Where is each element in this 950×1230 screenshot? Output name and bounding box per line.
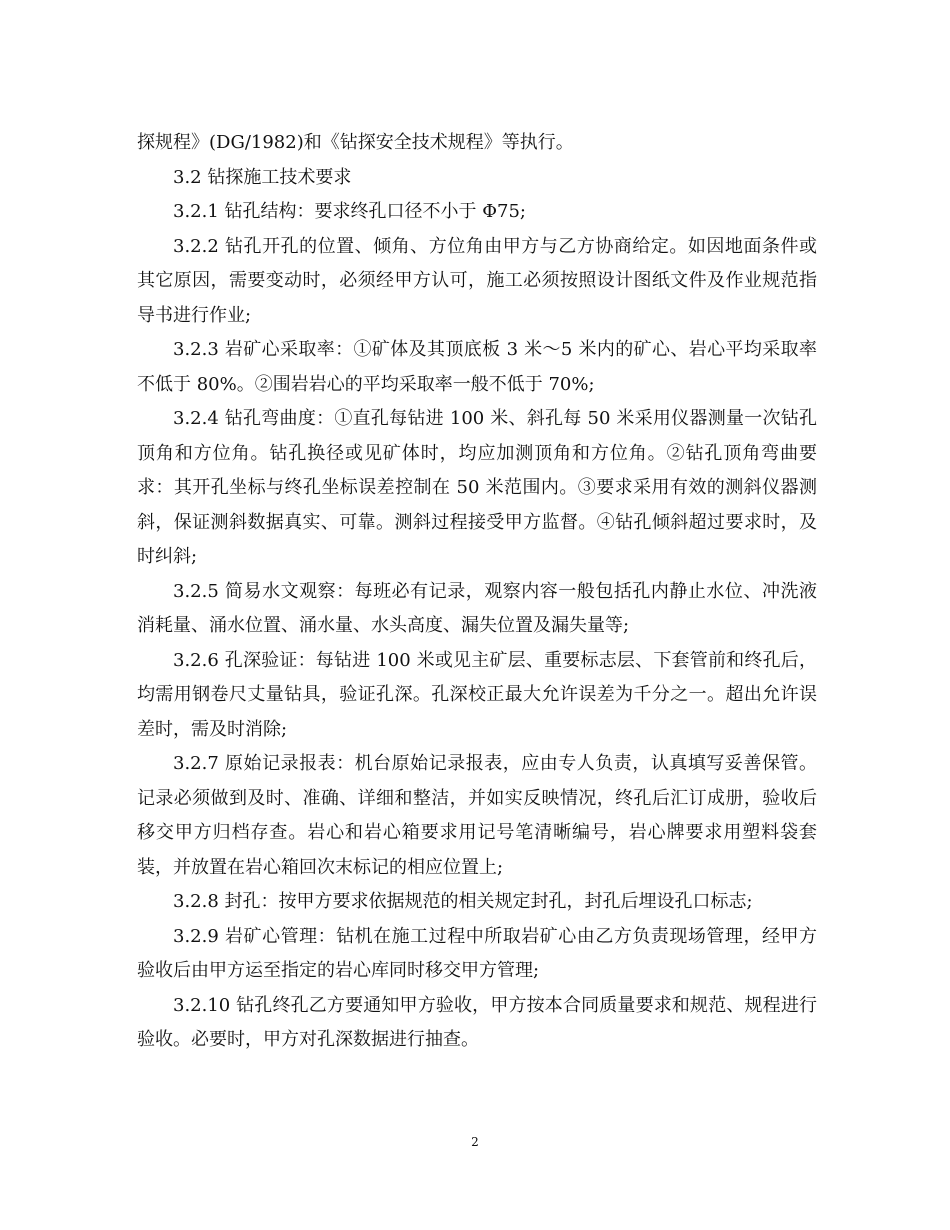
section-heading-3-2: 3.2 钻探施工技术要求 [173, 166, 352, 188]
paragraph-3-2-6: 3.2.6 孔深验证：每钻进 100 米或见主矿层、重要标志层、下套管前和终孔后，均需用钢卷尺丈量钻具，验证孔深。孔深校正最大允许误差为千分之一。超出允许误差时，需及时消除; [137, 649, 817, 740]
paragraph-3-2-7: 3.2.7 原始记录报表：机台原始记录报表，应由专人负责，认真填写妥善保管。记录必须做到及时、准确、详细和整洁，并如实反映情况，终孔后汇订成册，验收后移交甲方归档存查。岩心和岩心箱要求用记号笔清晰编号，岩心牌要求用塑料袋套装，并放置在岩心箱回次末标记的相应位置上; [137, 753, 817, 878]
paragraph-3-2-10: 3.2.10 钻孔终孔乙方要通知甲方验收，甲方按本合同质量要求和规范、规程进行验收。必要时，甲方对孔深数据进行抽查。 [137, 994, 817, 1050]
paragraph-continuation: 探规程》(DG/1982)和《钻探安全技术规程》等执行。 [137, 132, 574, 153]
document-body [137, 126, 817, 1058]
paragraph-3-2-4: 3.2.4 钻孔弯曲度：①直孔每钻进 100 米、斜孔每 50 米采用仪器测量一次钻孔顶角和方位角。钻孔换径或见矿体时，均应加测顶角和方位角。②钻孔顶角弯曲要求：其开孔坐标与终孔坐标误差控制在 50 米范围内。③要求采用有效的测斜仪器测斜，保证测斜数据真实、可靠。测斜过程接受甲方监督。④钻孔倾斜超过要求时，及时纠斜; [137, 408, 817, 567]
paragraph-3-2-2: 3.2.2 钻孔开孔的位置、倾角、方位角由甲方与乙方协商给定。如因地面条件或其它原因，需要变动时，必须经甲方认可，施工必须按照设计图纸文件及作业规范指导书进行作业; [137, 235, 817, 326]
paragraph-3-2-1: 3.2.1 钻孔结构：要求终孔口径不小于 Φ75; [173, 201, 526, 222]
paragraph-3-2-8: 3.2.8 封孔：按甲方要求依据规范的相关规定封孔，封孔后埋设孔口标志; [173, 891, 753, 912]
paragraph-3-2-3: 3.2.3 岩矿心采取率：①矿体及其顶底板 3 米～5 米内的矿心、岩心平均采取率不低于 80%。②围岩岩心的平均采取率一般不低于 70%; [137, 339, 817, 395]
paragraph-3-2-5: 3.2.5 简易水文观察：每班必有记录，观察内容一般包括孔内静止水位、冲洗液消耗量、涌水位置、涌水量、水头高度、漏失位置及漏失量等; [137, 580, 817, 636]
paragraph-3-2-9: 3.2.9 岩矿心管理：钻机在施工过程中所取岩矿心由乙方负责现场管理，经甲方验收后由甲方运至指定的岩心库同时移交甲方管理; [137, 925, 817, 981]
page-number: 2 [471, 1135, 479, 1149]
